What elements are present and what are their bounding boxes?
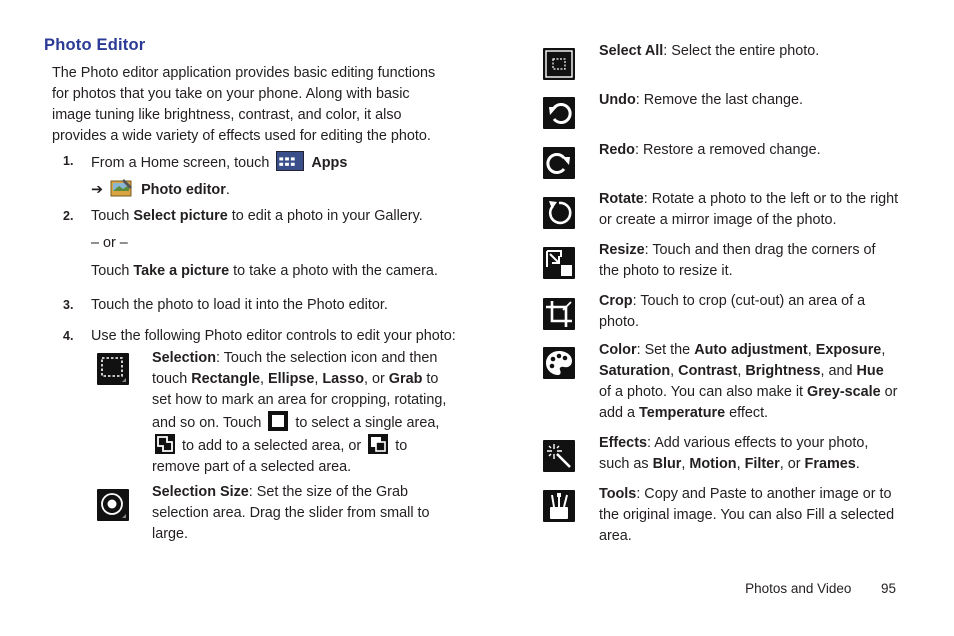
selection-icon <box>97 353 129 385</box>
intro-paragraph: The Photo editor application provides basic editing functions for photos that you take on your phone. Along with basic image tuning like brightness, contrast, and color, it also provides a wide variety of effects used for editing the photo. <box>52 65 436 144</box>
apps-icon <box>276 151 304 171</box>
page-title: Photo Editor <box>44 36 146 54</box>
color-description: Color: Set the Auto adjustment, Exposure, Saturation, Contrast, Brightness, and Hue of a photo. You can also make it Grey-scale or add a Temperature effect. <box>599 342 898 421</box>
tools-icon <box>543 490 575 522</box>
rotate-icon <box>543 197 575 229</box>
add-area-icon <box>155 434 175 454</box>
remove-area-icon <box>368 434 388 454</box>
crop-description: Crop: Touch to crop (cut-out) an area of a photo. <box>599 293 866 330</box>
single-area-icon <box>268 411 288 431</box>
step-3-text: Touch the photo to load it into the Photo editor. <box>91 297 388 313</box>
select-all-description: Select All: Select the entire photo. <box>599 43 820 59</box>
footer-section: Photos and Video <box>745 581 852 596</box>
resize-icon <box>543 247 575 279</box>
color-palette-icon <box>543 347 575 379</box>
undo-description: Undo: Remove the last change. <box>599 92 803 108</box>
rotate-description: Rotate: Rotate a photo to the left or to the right or create a mirror image of the photo. <box>599 191 899 228</box>
step-4-text: Use the following Photo editor controls to edit your photo: <box>91 328 456 344</box>
step-2-number: 2. <box>63 209 74 223</box>
step-1-number: 1. <box>63 154 74 168</box>
effects-description: Effects: Add various effects to your photo, such as Blur, Motion, Filter, or Frames. <box>599 435 869 472</box>
redo-icon <box>543 147 575 179</box>
step-2-alt-text: Touch Take a picture to take a photo with the camera. <box>91 263 438 279</box>
step-3-number: 3. <box>63 298 74 312</box>
redo-description: Redo: Restore a removed change. <box>599 142 821 158</box>
tools-description: Tools: Copy and Paste to another image or to the original image. You can also Fill a selected area. <box>599 486 895 544</box>
step-1-subtext: ➔ Photo editor. <box>91 177 230 201</box>
selection-description: Selection: Touch the selection icon and then touch Rectangle, Ellipse, Lasso, or Grab to set how to mark an area for cropping, rotating, and so on. Touch to select a single area, to add to a selected area, or to remove part of a selected area. <box>152 350 447 475</box>
photo-editor-icon <box>110 177 134 199</box>
step-1-text: From a Home screen, touch Apps <box>91 151 347 174</box>
step-2-text: Touch Select picture to edit a photo in your Gallery. <box>91 208 423 224</box>
step-4-number: 4. <box>63 329 74 343</box>
resize-description: Resize: Touch and then drag the corners of the photo to resize it. <box>599 242 876 279</box>
footer-page-number: 95 <box>880 581 896 596</box>
crop-icon <box>543 298 575 330</box>
undo-icon <box>543 97 575 129</box>
selection-size-description: Selection Size: Set the size of the Grab selection area. Drag the slider from small to large. <box>152 484 430 542</box>
step-2-or: – or – <box>91 235 128 251</box>
effects-wand-icon <box>543 440 575 472</box>
selection-size-icon <box>97 489 129 521</box>
page-footer <box>745 578 896 599</box>
select-all-icon <box>543 48 575 80</box>
